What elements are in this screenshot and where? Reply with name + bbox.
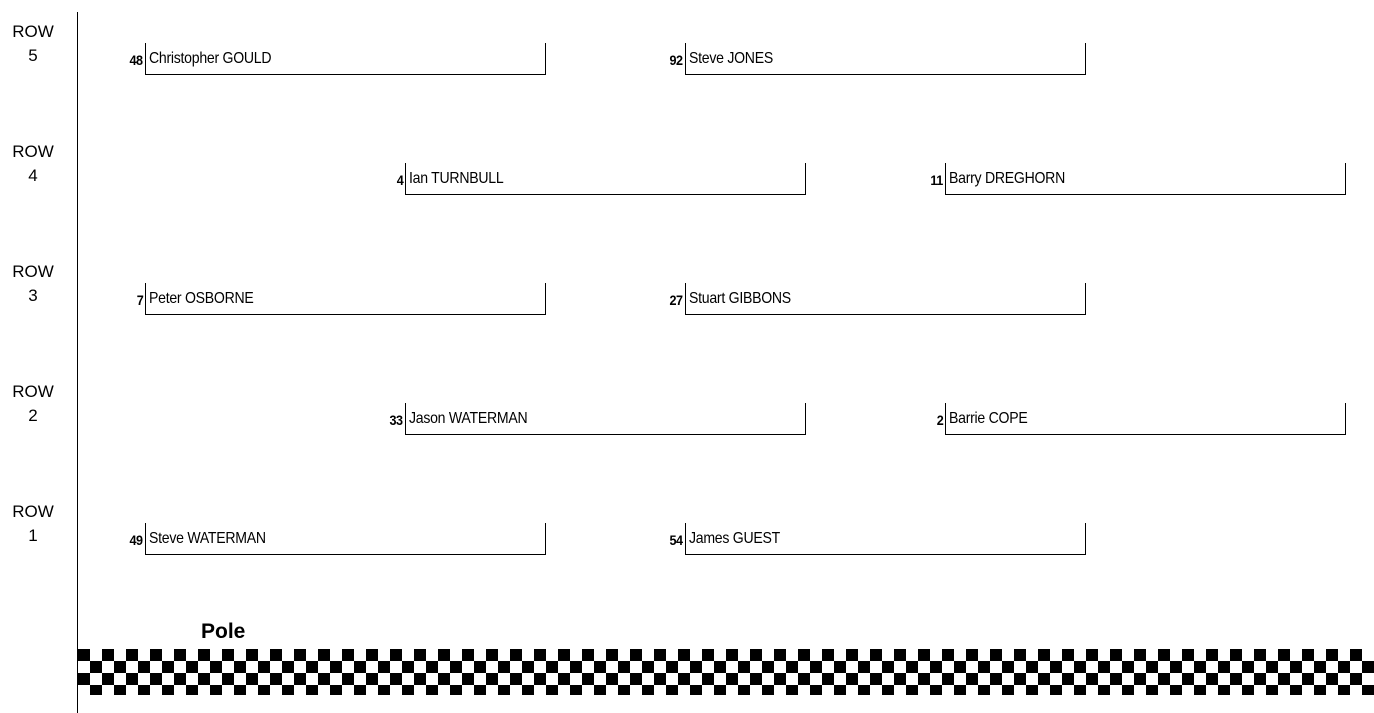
row-label-1: [0, 500, 66, 548]
car-number: 11: [930, 172, 943, 188]
row-label-2: [0, 380, 66, 428]
row-label-4: [0, 140, 66, 188]
car-number: 2: [936, 412, 943, 428]
row-label-number: 3: [28, 286, 38, 305]
car-number: 4: [396, 172, 403, 188]
driver-name: Christopher GOULD: [149, 50, 272, 67]
driver-name: Stuart GIBBONS: [689, 290, 791, 307]
row-label-word: ROW: [12, 502, 54, 521]
driver-name: Barrie COPE: [949, 410, 1028, 427]
driver-name: Peter OSBORNE: [149, 290, 254, 307]
driver-name: Steve JONES: [689, 50, 773, 67]
row-label-5: [0, 20, 66, 68]
row-label-3: [0, 260, 66, 308]
driver-name: Ian TURNBULL: [409, 170, 504, 187]
car-number: 7: [136, 292, 143, 308]
row-label-number: 4: [28, 166, 38, 185]
row-label-number: 1: [28, 526, 38, 545]
grid-divider-line: [77, 12, 78, 713]
car-number: 27: [669, 292, 683, 308]
pole-label: Pole: [201, 620, 246, 643]
car-number: 92: [669, 52, 683, 68]
car-number: 49: [129, 532, 143, 548]
driver-name: Jason WATERMAN: [409, 410, 528, 427]
car-number: 48: [129, 52, 143, 68]
row-label-word: ROW: [12, 262, 54, 281]
row-label-word: ROW: [12, 142, 54, 161]
driver-name: Barry DREGHORN: [949, 170, 1065, 187]
car-number: 33: [389, 412, 403, 428]
driver-name: James GUEST: [689, 530, 780, 547]
car-number: 54: [669, 532, 683, 548]
driver-name: Steve WATERMAN: [149, 530, 266, 547]
row-label-number: 5: [28, 46, 38, 65]
checkered-flag-band: [78, 649, 1374, 695]
row-label-word: ROW: [12, 22, 54, 41]
row-label-number: 2: [28, 406, 38, 425]
row-label-word: ROW: [12, 382, 54, 401]
